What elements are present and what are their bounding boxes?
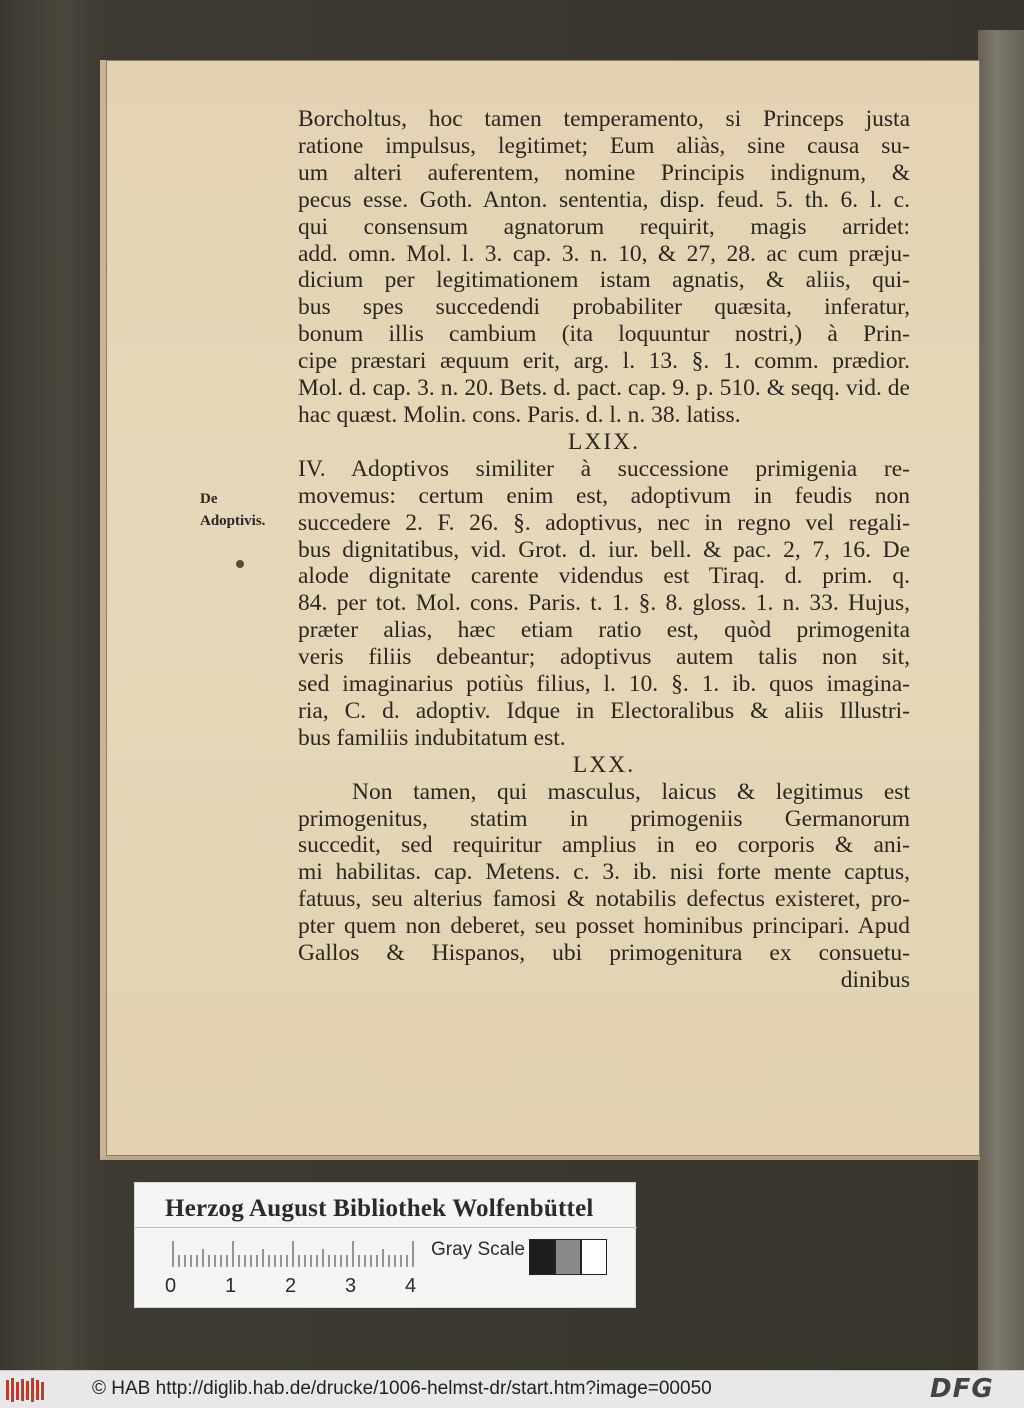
- text-line: Mol. d. cap. 3. n. 20. Bets. d. pact. cap. 9. p. 510. & seqq. vid. de: [298, 375, 910, 402]
- text-line: hac quæst. Molin. cons. Paris. d. l. n. 38. latiss.: [298, 401, 741, 428]
- text-line: ria, C. d. adoptiv. Idque in Electoralibus & aliis Illustri-: [298, 697, 910, 724]
- text-line: qui consensum agnatorum requirit, magis arridet:: [298, 213, 910, 240]
- card-divider: [135, 1227, 637, 1228]
- ruler-scale: [171, 1239, 415, 1267]
- text-line: ratione impulsus, legitimet; Eum aliàs, sine causa su-: [298, 132, 910, 159]
- catchword: dinibus: [840, 967, 910, 993]
- gray-swatch-white: [581, 1239, 607, 1275]
- text-line: pecus esse. Goth. Anton. sententia, disp. feud. 5. th. 6. l. c.: [298, 186, 910, 213]
- text-line: succedit, sed requiritur amplius in eo corporis & ani-: [298, 832, 910, 859]
- ruler-number: 2: [285, 1275, 297, 1297]
- text-line: primogenitus, statim in primogeniis Germanorum: [298, 805, 910, 832]
- text-line: bus familiis indubitatum est.: [298, 724, 566, 751]
- gray-swatch-mid: [555, 1239, 581, 1275]
- text-line: sed imaginarius potiùs filius, l. 10. §. 1. ib. quos imagina-: [298, 671, 910, 698]
- text-line: pter quem non deberet, seu posset hominibus principari. Apud: [298, 913, 910, 940]
- text-line: 84. per tot. Mol. cons. Paris. t. 1. §. 8. gloss. 1. n. 33. Hujus,: [298, 590, 910, 617]
- text-line: succedere 2. F. 26. §. adoptivus, nec in regno vel regali-: [298, 509, 910, 536]
- text-line: dicium per legitimationem istam agnatis, & aliis, qui-: [298, 267, 910, 294]
- ruler-number: 0: [165, 1275, 177, 1297]
- ruler-number: 4: [405, 1275, 417, 1297]
- ink-spot: [236, 560, 244, 568]
- text-line: alode dignitate carente videndus est Tiraq. d. prim. q.: [298, 563, 910, 590]
- text-line: IV. Adoptivos similiter à successione primigenia re-: [298, 455, 910, 482]
- text-line: Borcholtus, hoc tamen temperamento, si Princeps justa: [298, 106, 910, 132]
- text-line: add. omn. Mol. l. 3. cap. 3. n. 10, & 27, 28. ac cum præju-: [298, 240, 910, 267]
- adjacent-page-edge: [978, 30, 1024, 1370]
- ruler-number: 3: [345, 1275, 357, 1297]
- color-reference-card: [134, 1182, 636, 1308]
- text-line: Gallos & Hispanos, ubi primogenitura ex consuetu-: [298, 940, 910, 967]
- margin-note: De Adoptivis.: [200, 491, 266, 529]
- gray-swatch-black: [529, 1239, 555, 1275]
- footer-link[interactable]: © HAB http://diglib.hab.de/drucke/1006-helmst-dr/start.htm?image=00050: [92, 1378, 712, 1399]
- text-line: um alteri auferentem, nomine Principis indignum, &: [298, 159, 910, 186]
- text-line: bus spes succedendi probabiliter quæsita, inferatur,: [298, 294, 910, 321]
- text-line: fatuus, seu alterius famosi & notabilis defectus existeret, pro-: [298, 886, 910, 913]
- text-line: cipe præstari æquum erit, arg. l. 13. §. 1. comm. prædior.: [298, 348, 910, 375]
- gray-scale-label: Gray Scale: [431, 1239, 525, 1260]
- library-logo-icon: [4, 1376, 48, 1404]
- text-line: bus dignitatibus, vid. Grot. d. iur. bell. & pac. 2, 7, 16. De: [298, 536, 910, 563]
- text-line: mi habilitas. cap. Metens. c. 3. ib. nisi forte mente captus,: [298, 859, 910, 886]
- text-line: movemus: certum enim est, adoptivum in feudis non: [298, 482, 910, 509]
- page-text: [298, 106, 910, 994]
- section-heading-69: LXIX.: [568, 428, 640, 455]
- footer-bar: [0, 1370, 1024, 1408]
- dfg-logo: DFG: [930, 1374, 994, 1404]
- card-title: Herzog August Bibliothek Wolfenbüttel: [165, 1195, 594, 1222]
- text-line: Non tamen, qui masculus, laicus & legitimus est: [352, 778, 910, 805]
- ruler-number: 1: [225, 1275, 237, 1297]
- text-line: bonum illis cambium (ita loquuntur nostri,) à Prin-: [298, 321, 910, 348]
- text-line: præter alias, hæc etiam ratio est, quòd primogenita: [298, 617, 910, 644]
- text-line: veris filiis debeantur; adoptivus autem talis non sit,: [298, 644, 910, 671]
- section-heading-70: LXX.: [572, 751, 636, 778]
